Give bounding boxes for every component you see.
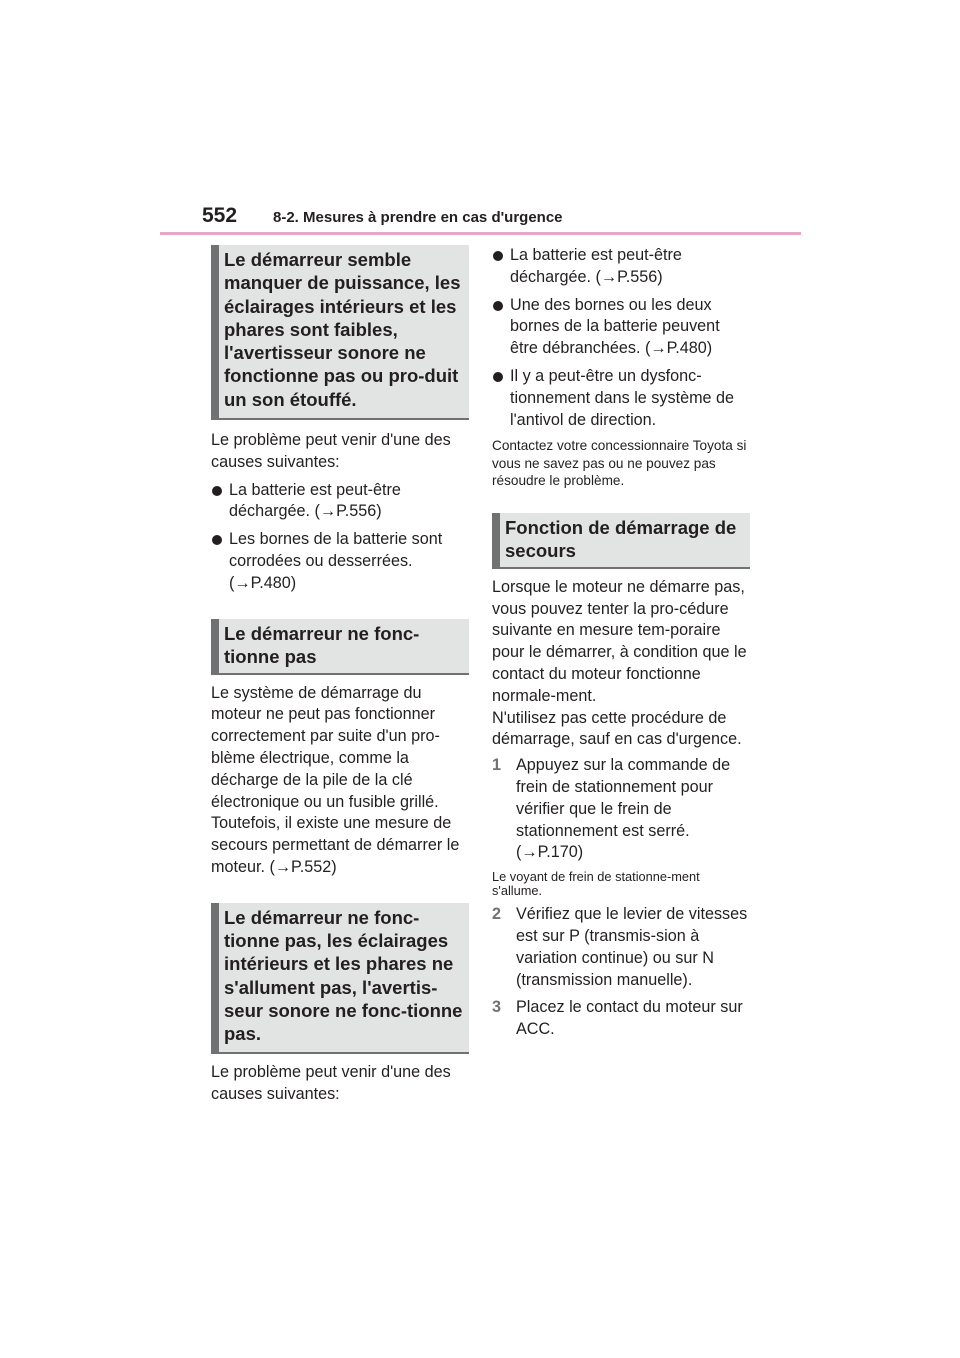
left-column bbox=[211, 245, 469, 1105]
right-column bbox=[492, 245, 750, 1041]
heading-emergency-start: Fonction de démarrage de secours bbox=[492, 513, 750, 569]
step-1 bbox=[492, 755, 750, 864]
page-header bbox=[160, 204, 800, 234]
step-3-number: 3 bbox=[492, 998, 502, 1017]
step-1-text: Appuyez sur la commande de frein de stationnement pour vérifier que le frein de stationnement est serré. (→P.170) bbox=[516, 756, 731, 862]
step-2-text: Vérifiez que le levier de vitesses est sur P (transmis-sion à variation continue) ou sur N (transmission manuelle). bbox=[516, 905, 748, 989]
emergency-warning: N'utilisez pas cette procédure de démarrage, sauf en cas d'urgence. bbox=[492, 708, 742, 749]
emergency-intro: Lorsque le moteur ne démarre pas, vous pouvez tenter la pro-cédure suivante en mesure tem-poraire pour le démarrer, à condition que le contact du moteur fonctionne normale-ment. bbox=[492, 577, 747, 705]
bullet-battery-discharged: La batterie est peut-être déchargée. (→P.556) bbox=[211, 480, 469, 524]
section-title: 8-2. Mesures à prendre en cas d'urgence bbox=[273, 209, 563, 226]
starter-explanation: Le système de démarrage du moteur ne peut pas fonctionner correctement par suite d'un pro-blème électrique, comme la décharge de la pile de la clé électronique ou un fusible grillé. Toutefois, il existe une mesure de secours permettant de démarrer le moteur. (→P.552) bbox=[211, 683, 460, 876]
bullet-terminals-disconnected: Une des bornes ou les deux bornes de la batterie peuvent être débranchées. (→P.480) bbox=[492, 295, 750, 360]
heading-nothing-works: Le démarreur ne fonc-tionne pas, les éclairages intérieurs et les phares ne s'allument pas, l'avertis-seur sonore ne fonc-tionne pas. bbox=[211, 903, 469, 1054]
causes-intro-2: Le problème peut venir d'une des causes suivantes: bbox=[211, 1062, 451, 1103]
dealer-note: Contactez votre concessionnaire Toyota si vous ne savez pas ou ne pouvez pas résoudre le problème. bbox=[492, 438, 747, 489]
page-number: 552 bbox=[202, 204, 238, 227]
heading-weak-starter: Le démarreur semble manquer de puissance, les éclairages intérieurs et les phares sont faibles, l'avertisseur sonore ne fonctionne pas ou pro-duit un son étouffé. bbox=[211, 245, 469, 420]
causes-intro-1: Le problème peut venir d'une des causes suivantes: bbox=[211, 431, 451, 471]
header-divider bbox=[160, 232, 801, 235]
step-3-text: Placez le contact du moteur sur ACC. bbox=[516, 998, 743, 1039]
step-2-number: 2 bbox=[492, 905, 502, 924]
step-3 bbox=[492, 997, 750, 1041]
step-2 bbox=[492, 904, 750, 991]
parking-lamp-note: Le voyant de frein de stationne-ment s'allume. bbox=[492, 869, 700, 899]
heading-starter-not-working: Le démarreur ne fonc-tionne pas bbox=[211, 619, 469, 675]
bullet-battery-discharged-2: La batterie est peut-être déchargée. (→P.556) bbox=[492, 245, 750, 289]
bullet-terminals-corroded: Les bornes de la batterie sont corrodées ou desserrées. (→P.480) bbox=[211, 529, 469, 594]
step-1-number: 1 bbox=[492, 756, 502, 775]
bullet-steering-lock: Il y a peut-être un dysfonc-tionnement dans le système de l'antivol de direction. bbox=[492, 366, 750, 431]
